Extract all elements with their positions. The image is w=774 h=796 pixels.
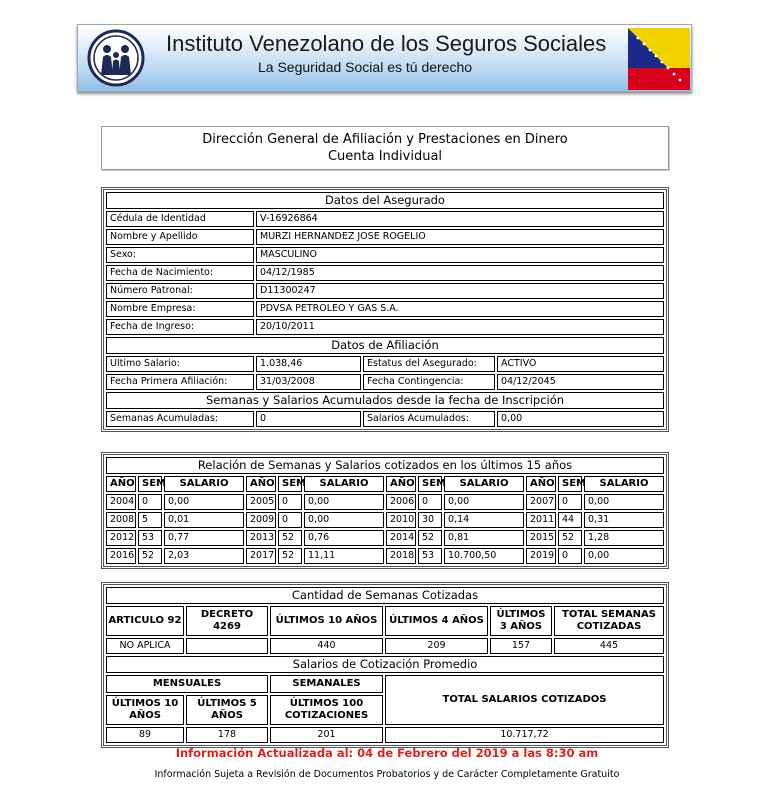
decreto-value	[186, 638, 268, 654]
sem-cell: 52	[558, 530, 582, 546]
datos-asegurado-table	[104, 190, 666, 429]
year-cell: 2016	[106, 548, 136, 564]
table-row	[106, 374, 664, 390]
col-semanales: SEMANALES	[270, 675, 383, 693]
field-value: V-16926864	[256, 211, 664, 227]
field-label: Estatus del Asegurado:	[363, 356, 495, 372]
salario-cell: 0,31	[584, 512, 664, 528]
disclaimer-note: Información Sujeta a Revisión de Documentos Probatorios y de Carácter Completamente Gratuito	[154, 769, 620, 780]
salario-cell: 1,28	[584, 530, 664, 546]
year-cell: 2014	[386, 530, 416, 546]
section-relacion: Relación de Semanas y Salarios cotizados en los últimos 15 años	[106, 457, 664, 474]
section-cotizadas: Cantidad de Semanas Cotizadas	[106, 587, 664, 604]
col-ultimos-4: ÚLTIMOS 4 AÑOS	[385, 606, 488, 636]
table-row	[106, 319, 664, 335]
col-salario: SALARIO	[164, 476, 244, 492]
sem-cell: 0	[278, 494, 302, 510]
salario-cell: 0,00	[304, 494, 384, 510]
sem-cell: 52	[418, 530, 442, 546]
ultimos-5-anos-value: 178	[186, 727, 268, 743]
salario-cell: 0,00	[584, 494, 664, 510]
field-value: 1.038,46	[256, 356, 361, 372]
field-value: MURZI HERNANDEZ JOSE ROGELIO	[256, 229, 664, 245]
field-label: Fecha Contingencia:	[363, 374, 495, 390]
col-mensuales: MENSUALES	[106, 675, 268, 693]
year-cell: 2019	[526, 548, 556, 564]
table-row	[106, 638, 664, 654]
sem-cell: 52	[138, 548, 162, 564]
col-sem: SEM	[418, 476, 442, 492]
field-label: Fecha Primera Afiliación:	[106, 374, 254, 390]
field-value: ACTIVO	[497, 356, 664, 372]
page-heading	[101, 126, 669, 170]
section-datos-afiliacion: Datos de Afiliación	[106, 337, 664, 354]
salario-cell: 0,00	[164, 494, 244, 510]
promedio-group-row	[106, 675, 664, 693]
year-cell: 2011	[526, 512, 556, 528]
sem-cell: 0	[558, 548, 582, 564]
total-semanas-value: 445	[554, 638, 664, 654]
field-label: Fecha de Ingreso:	[106, 319, 254, 335]
salario-cell: 11,11	[304, 548, 384, 564]
header-banner	[77, 24, 692, 92]
ultimos-4-value: 209	[385, 638, 488, 654]
col-decreto-4269: DECRETO 4269	[186, 606, 268, 636]
promedio-table	[104, 654, 666, 745]
col-total-semanas: TOTAL SEMANAS COTIZADAS	[554, 606, 664, 636]
col-sem: SEM	[138, 476, 162, 492]
year-cell: 2017	[246, 548, 276, 564]
col-year: AÑO	[106, 476, 136, 492]
sem-cell: 53	[418, 548, 442, 564]
salario-cell: 2,03	[164, 548, 244, 564]
heading-cuenta: Cuenta Individual	[327, 149, 443, 164]
field-label: Sexo:	[106, 247, 254, 263]
col-ultimos-10: ÚLTIMOS 10 AÑOS	[270, 606, 383, 636]
table-row	[106, 411, 664, 427]
ultimos-3-value: 157	[490, 638, 552, 654]
field-value: D11300247	[256, 283, 664, 299]
update-notice: Información Actualizada al: 04 de Febrero del 2019 a las 8:30 am	[175, 746, 599, 760]
col-ultimos-10-anos: ÚLTIMOS 10 AÑOS	[106, 695, 184, 725]
sem-cell: 52	[278, 548, 302, 564]
sem-cell: 0	[418, 494, 442, 510]
relacion-table	[104, 455, 666, 566]
year-cell: 2005	[246, 494, 276, 510]
relacion-panel	[101, 452, 669, 569]
field-label: Número Patronal:	[106, 283, 254, 299]
field-label: Fecha de Nacimiento:	[106, 265, 254, 281]
table-row	[106, 530, 664, 546]
cotizadas-header-row	[106, 606, 664, 636]
cotizadas-table	[104, 585, 666, 656]
year-cell: 2013	[246, 530, 276, 546]
ivss-logo-icon	[87, 29, 145, 87]
col-salario: SALARIO	[584, 476, 664, 492]
section-acumulados: Semanas y Salarios Acumulados desde la fecha de Inscripción	[106, 392, 664, 409]
sem-cell: 0	[558, 494, 582, 510]
section-datos-asegurado: Datos del Asegurado	[106, 192, 664, 209]
field-label: Ultimo Salario:	[106, 356, 254, 372]
salario-cell: 0,00	[304, 512, 384, 528]
table-row	[106, 283, 664, 299]
field-value: 0	[256, 411, 361, 427]
venezuela-flag-icon	[628, 28, 690, 90]
salario-cell: 0,81	[444, 530, 524, 546]
year-cell: 2007	[526, 494, 556, 510]
sem-cell: 52	[278, 530, 302, 546]
year-cell: 2004	[106, 494, 136, 510]
salario-cell: 0,77	[164, 530, 244, 546]
col-sem: SEM	[558, 476, 582, 492]
year-cell: 2012	[106, 530, 136, 546]
col-year: AÑO	[526, 476, 556, 492]
salario-cell: 0,00	[444, 494, 524, 510]
salario-cell: 0,01	[164, 512, 244, 528]
col-salario: SALARIO	[304, 476, 384, 492]
salario-cell: 0,14	[444, 512, 524, 528]
table-row	[106, 512, 664, 528]
field-value: 0,00	[497, 411, 664, 427]
col-salario: SALARIO	[444, 476, 524, 492]
col-sem: SEM	[278, 476, 302, 492]
institute-slogan: La Seguridad Social es tú derecho	[258, 59, 473, 75]
year-cell: 2006	[386, 494, 416, 510]
sem-cell: 53	[138, 530, 162, 546]
ultimos-100-value: 201	[270, 727, 383, 743]
ultimos-10-value: 440	[270, 638, 383, 654]
col-articulo-92: ARTICULO 92	[106, 606, 184, 636]
field-value: MASCULINO	[256, 247, 664, 263]
table-row	[106, 211, 664, 227]
table-row	[106, 494, 664, 510]
col-ultimos-100: ÚLTIMOS 100 COTIZACIONES	[270, 695, 383, 725]
year-cell: 2015	[526, 530, 556, 546]
col-year: AÑO	[386, 476, 416, 492]
field-value: 04/12/1985	[256, 265, 664, 281]
section-promedio: Salarios de Cotización Promedio	[106, 656, 664, 673]
field-label: Nombre y Apellido	[106, 229, 254, 245]
ultimos-10-anos-value: 89	[106, 727, 184, 743]
field-label: Nombre Empresa:	[106, 301, 254, 317]
table-row	[106, 548, 664, 564]
institute-title: Instituto Venezolano de los Seguros Sociales	[166, 31, 607, 56]
field-value: 04/12/2045	[497, 374, 664, 390]
field-value: 31/03/2008	[256, 374, 361, 390]
year-cell: 2008	[106, 512, 136, 528]
col-ultimos-3: ÚLTIMOS 3 AÑOS	[490, 606, 552, 636]
total-salarios-value: 10.717,72	[385, 727, 664, 743]
col-year: AÑO	[246, 476, 276, 492]
field-label: Semanas Acumuladas:	[106, 411, 254, 427]
year-cell: 2010	[386, 512, 416, 528]
salario-cell: 0,76	[304, 530, 384, 546]
year-cell: 2009	[246, 512, 276, 528]
datos-asegurado-panel	[101, 187, 669, 432]
table-row	[106, 265, 664, 281]
relacion-header-row	[106, 476, 664, 492]
table-row	[106, 356, 664, 372]
col-total-salarios: TOTAL SALARIOS COTIZADOS	[385, 675, 664, 725]
field-value: PDVSA PETROLEO Y GAS S.A.	[256, 301, 664, 317]
articulo-value: NO APLICA	[106, 638, 184, 654]
salario-cell: 0,00	[584, 548, 664, 564]
col-ultimos-5-anos: ÚLTIMOS 5 AÑOS	[186, 695, 268, 725]
field-label: Cédula de Identidad	[106, 211, 254, 227]
cotizadas-panel	[101, 582, 669, 748]
heading-direccion: Dirección General de Afiliación y Prestaciones en Dinero	[202, 132, 568, 147]
sem-cell: 44	[558, 512, 582, 528]
sem-cell: 30	[418, 512, 442, 528]
field-value: 20/10/2011	[256, 319, 664, 335]
sem-cell: 0	[138, 494, 162, 510]
sem-cell: 5	[138, 512, 162, 528]
year-cell: 2018	[386, 548, 416, 564]
sem-cell: 0	[278, 512, 302, 528]
field-label: Salarios Acumulados:	[363, 411, 495, 427]
table-row	[106, 229, 664, 245]
salario-cell: 10.700,50	[444, 548, 524, 564]
table-row	[106, 247, 664, 263]
table-row	[106, 301, 664, 317]
table-row	[106, 727, 664, 743]
